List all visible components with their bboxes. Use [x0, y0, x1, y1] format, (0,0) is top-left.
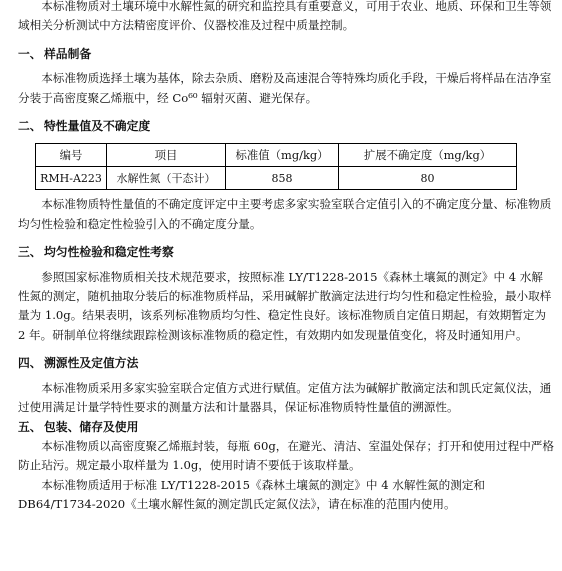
table-header-row — [36, 144, 517, 167]
table-header-cell: 扩展不确定度（mg/kg） — [339, 144, 517, 167]
section-title: 均匀性检验和稳定性考察 — [44, 245, 174, 260]
section-number: 四、 — [18, 356, 42, 371]
table-header-cell: 编号 — [36, 144, 107, 167]
table-cell: 858 — [226, 167, 339, 190]
uncertainty-paragraph: 本标准物质特性量值的不确定度评定中主要考虑多家实验室联合定值引入的不确定度分量、标准物质均匀性检验和稳定性检验引入的不确定度分量。 — [18, 197, 552, 231]
section-title: 包装、储存及使用 — [44, 419, 139, 434]
traceability-paragraph: 本标准物质采用多家实验室联合定值方式进行赋值。定值方法为碱解扩散滴定法和凯氏定氮仪法，通过使用满足计量学特性要求的测量方法和计量器具，保证标准物质特性量值的溯源性。 — [18, 380, 552, 415]
table-header-cell: 项目 — [107, 144, 226, 167]
section-heading-5 — [18, 418, 554, 437]
table-cell: 80 — [339, 167, 517, 190]
section-heading-3 — [18, 243, 554, 262]
section-number: 三、 — [18, 245, 42, 260]
table-row — [36, 167, 517, 190]
packaging-paragraph: 本标准物质以高密度聚乙烯瓶封装，每瓶 60g，在避光、清洁、室温处保存；打开和使用过程中严格防止玷污。规定最小取样量为 1.0g，使用时请不要低于该取样量。 — [18, 438, 554, 473]
table-cell: 水解性氮（干态计） — [107, 167, 226, 190]
section-number: 五、 — [18, 419, 42, 434]
usage-paragraph: 本标准物质适用于标准 LY/T1228-2015《森林土壤氮的测定》中 4 水解性氮的测定和 DB64/T1734-2020《土壤水解性氮的测定凯氏定氮仪法》，请在标准的范围内使用。 — [18, 477, 486, 512]
table-header-cell: 标准值（mg/kg） — [226, 144, 339, 167]
intro-paragraph: 本标准物质对土壤环境中水解性氮的研究和监控具有重要意义，可用于农业、地质、环保和卫生等领域相关分析测试中方法精密度评价、仪器校准及过程中质量控制。 — [18, 0, 552, 33]
table-cell: RMH-A223 — [36, 167, 107, 190]
section-title: 特性量值及不确定度 — [44, 119, 151, 134]
section-heading-2 — [18, 117, 554, 136]
section-heading-4 — [18, 354, 554, 373]
property-table — [35, 143, 517, 190]
section-title: 溯源性及定值方法 — [44, 356, 139, 371]
prep-paragraph: 本标准物质选择土壤为基体，除去杂质、磨粉及高速混合等特殊均质化手段，干燥后将样品在洁净室分装于高密度聚乙烯瓶中，经 Co⁶⁰ 辐射灭菌、避光保存。 — [18, 71, 552, 105]
section-number: 二、 — [18, 119, 42, 134]
homogeneity-paragraph: 参照国家标准物质相关技术规范要求，按照标准 LY/T1228-2015《森林土壤氮的测定》中 4 水解性氮的测定，随机抽取分装后的标准物质样品，采用碱解扩散滴定法进行均匀性和稳定性检验，最小取样量为 1.0g。结果表明，该系列标准物质均匀性、稳定性良好。该标准物质自定值日期起，有效期暂定为 2 年。研制单位将继续跟踪检测该标准物质的稳定性，有效期内如发现量值变化，将及时通知用户。 — [18, 269, 552, 342]
section-number: 一、 — [18, 46, 42, 61]
section-title: 样品制备 — [44, 46, 92, 61]
section-heading-1 — [18, 45, 554, 64]
